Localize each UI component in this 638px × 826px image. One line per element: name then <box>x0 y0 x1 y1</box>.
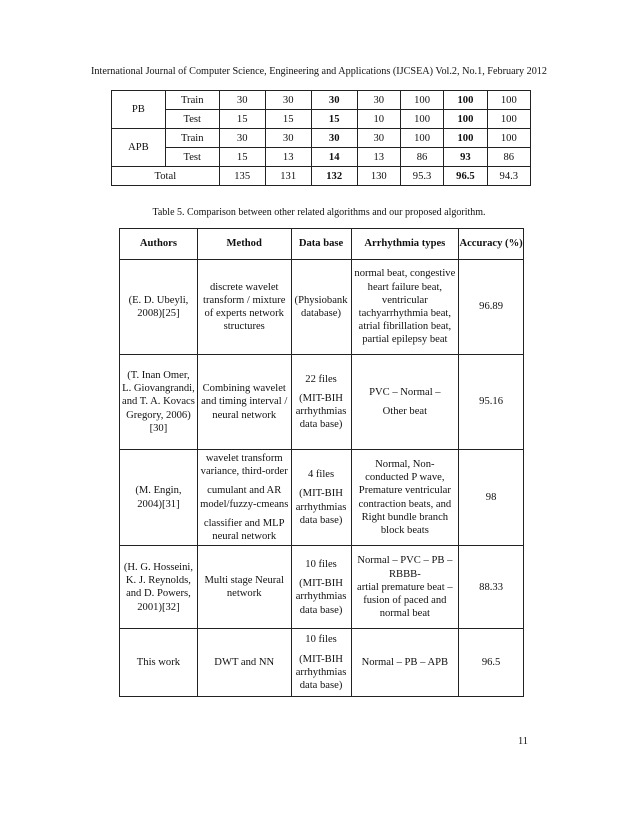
database-name: (MIT-BIH arrhythmias data base) <box>295 488 347 526</box>
accuracy-cell: 96.89 <box>459 260 524 355</box>
accuracy-cell: 96.5 <box>459 629 524 697</box>
method-line: wavelet transform variance, third-order <box>200 453 288 478</box>
table-row <box>120 450 524 546</box>
cell: 15 <box>219 110 265 129</box>
types-line: Other beat <box>382 406 428 417</box>
cell: 94.3 <box>487 167 530 186</box>
database-cell <box>291 546 351 629</box>
split-label: Train <box>165 91 219 110</box>
split-label: Test <box>165 110 219 129</box>
accuracy-cell: 95.16 <box>459 355 524 450</box>
split-label: Test <box>165 148 219 167</box>
cell: 30 <box>265 129 311 148</box>
cell: 95.3 <box>400 167 443 186</box>
types-cell: Normal – PB – APB <box>351 629 459 697</box>
cell: 93 <box>444 148 487 167</box>
table-row <box>120 355 524 450</box>
cell: 132 <box>311 167 357 186</box>
cell: 13 <box>265 148 311 167</box>
cell: 135 <box>219 167 265 186</box>
cell: 30 <box>311 91 357 110</box>
cell: 130 <box>357 167 400 186</box>
table-row <box>112 129 531 148</box>
cell: 100 <box>444 129 487 148</box>
authors-cell: (T. Inan Omer, L. Giovangrandi, and T. A. Kovacs Gregory, 2006)[30] <box>120 355 198 450</box>
cell: 100 <box>400 91 443 110</box>
column-header-arrhythmia-types: Arrhythmia types <box>351 229 459 260</box>
cell: 30 <box>219 129 265 148</box>
cell: 15 <box>265 110 311 129</box>
database-name: (MIT-BIH arrhythmias data base) <box>295 653 347 692</box>
split-label: Train <box>165 129 219 148</box>
group-label: APB <box>112 129 166 167</box>
types-cell <box>351 546 459 629</box>
table-caption: Table 5. Comparison between other related algorithms and our proposed algorithm. <box>152 207 486 218</box>
method-cell: Multi stage Neural network <box>197 546 291 629</box>
comparison-table <box>119 228 524 697</box>
table-header-row <box>120 229 524 260</box>
types-line: artial premature beat – fusion of paced and normal beat <box>357 581 453 620</box>
cell: 15 <box>219 148 265 167</box>
table-row <box>112 91 531 110</box>
cell: 100 <box>400 110 443 129</box>
method-cell: DWT and NN <box>197 629 291 697</box>
authors-cell: This work <box>120 629 198 697</box>
cell: 96.5 <box>444 167 487 186</box>
cell: 100 <box>487 110 530 129</box>
database-files: 10 files <box>305 634 337 646</box>
cell: 30 <box>357 129 400 148</box>
results-table <box>111 90 531 186</box>
types-cell <box>351 355 459 450</box>
method-cell: discrete wavelet transform / mixture of experts network structures <box>197 260 291 355</box>
database-cell <box>291 629 351 697</box>
column-header-accuracy: Accuracy (%) <box>459 229 524 260</box>
types-line: Normal – PVC – PB – RBBB- <box>357 555 453 580</box>
authors-cell: (M. Engin, 2004)[31] <box>120 450 198 546</box>
cell: 100 <box>400 129 443 148</box>
cell: 30 <box>265 91 311 110</box>
database-files: 22 files <box>305 373 337 385</box>
table-row <box>112 148 531 167</box>
database-cell: (Physiobank database) <box>291 260 351 355</box>
table-row <box>120 546 524 629</box>
cell: 100 <box>444 91 487 110</box>
journal-header: International Journal of Computer Science, Engineering and Applications (IJCSEA) Vol.2, No.1, February 2012 <box>91 66 547 77</box>
table-row-total <box>112 167 531 186</box>
method-line: classifier and MLP neural network <box>203 517 285 543</box>
database-files: 4 files <box>307 469 335 481</box>
cell: 15 <box>311 110 357 129</box>
cell: 30 <box>219 91 265 110</box>
types-cell: Normal, Non-conducted P wave, Premature ventricular contraction beats, and Right bundle branch block beats <box>351 450 459 546</box>
total-label: Total <box>112 167 220 186</box>
table-row <box>112 110 531 129</box>
column-header-authors: Authors <box>120 229 198 260</box>
page-number: 11 <box>517 736 528 747</box>
accuracy-cell: 88.33 <box>459 546 524 629</box>
cell: 30 <box>311 129 357 148</box>
table-row <box>120 260 524 355</box>
database-name: (MIT-BIH arrhythmias data base) <box>295 392 347 431</box>
authors-cell: (H. G. Hosseini, K. J. Reynolds, and D. Powers, 2001)[32] <box>120 546 198 629</box>
group-label: PB <box>112 91 166 129</box>
cell: 86 <box>487 148 530 167</box>
cell: 100 <box>487 91 530 110</box>
types-cell: normal beat, congestive heart failure beat, ventricular tachyarrhythmia beat, atrial fibrillation beat, partial epilepsy beat <box>351 260 459 355</box>
accuracy-cell: 98 <box>459 450 524 546</box>
cell: 30 <box>357 91 400 110</box>
column-header-method: Method <box>197 229 291 260</box>
table-row <box>120 629 524 697</box>
database-cell <box>291 355 351 450</box>
method-cell: Combining wavelet and timing interval / neural network <box>197 355 291 450</box>
cell: 10 <box>357 110 400 129</box>
authors-cell: (E. D. Ubeyli, 2008)[25] <box>120 260 198 355</box>
database-files: 10 files <box>305 558 337 570</box>
cell: 86 <box>400 148 443 167</box>
cell: 131 <box>265 167 311 186</box>
database-name: (MIT-BIH arrhythmias data base) <box>295 578 347 616</box>
database-cell <box>291 450 351 546</box>
method-cell <box>197 450 291 546</box>
cell: 14 <box>311 148 357 167</box>
method-line: cumulant and AR model/fuzzy-cmeans <box>200 485 289 510</box>
cell: 100 <box>444 110 487 129</box>
column-header-database: Data base <box>291 229 351 260</box>
cell: 100 <box>487 129 530 148</box>
types-line: PVC – Normal – <box>369 386 441 398</box>
cell: 13 <box>357 148 400 167</box>
